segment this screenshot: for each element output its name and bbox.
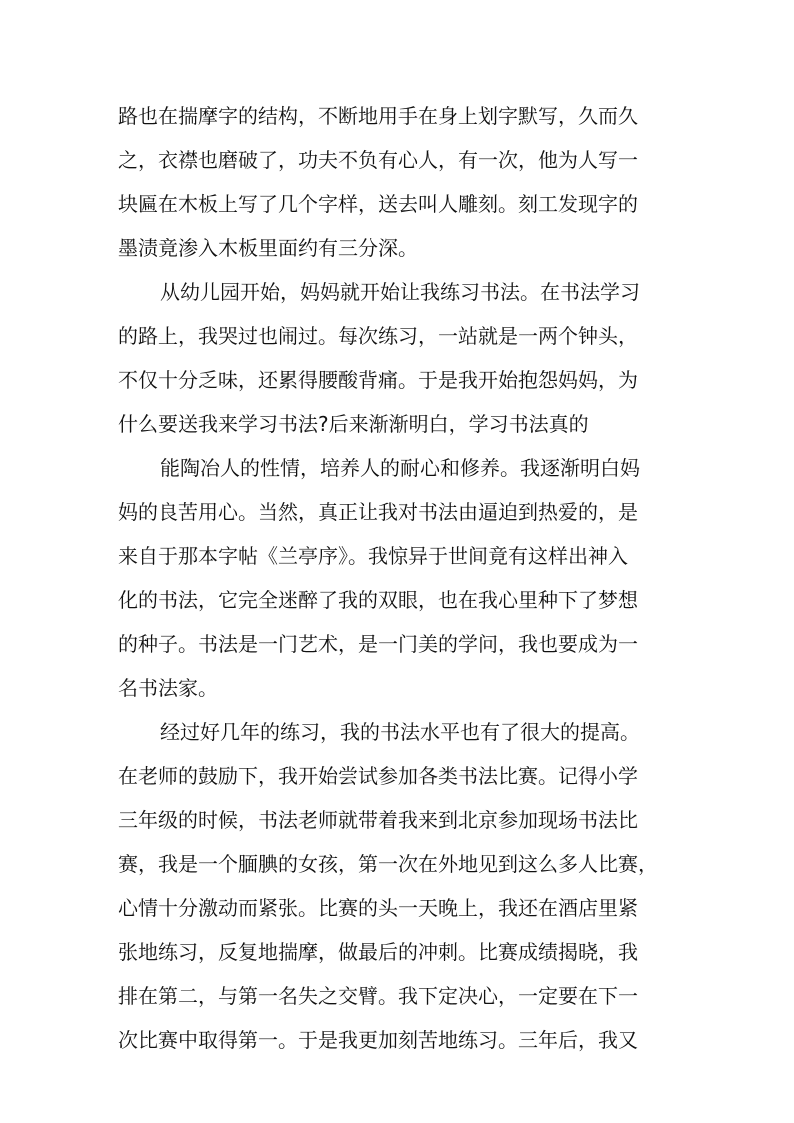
- text-line: 次比赛中取得第一。于是我更加刻苦地练习。三年后，我又: [118, 1028, 638, 1052]
- text-line: 赛，我是一个腼腆的女孩，第一次在外地见到这么多人比赛，: [118, 852, 658, 876]
- text-line: 排在第二，与第一名失之交臂。我下定决心，一定要在下一: [118, 984, 638, 1008]
- text-line: 在老师的鼓励下，我开始尝试参加各类书法比赛。记得小学: [118, 764, 638, 788]
- text-line: 妈的良苦用心。当然，真正让我对书法由逼迫到热爱的，是: [118, 500, 638, 524]
- text-line: 什么要送我来学习书法?后来渐渐明白，学习书法真的: [118, 412, 589, 436]
- paragraph-first-line: 从幼儿园开始，妈妈就开始让我练习书法。在书法学习: [160, 280, 640, 304]
- text-line: 的路上，我哭过也闹过。每次练习，一站就是一两个钟头，: [118, 324, 638, 348]
- paragraph-first-line: 能陶冶人的性情，培养人的耐心和修养。我逐渐明白妈: [160, 456, 640, 480]
- text-line: 心情十分激动而紧张。比赛的头一天晚上，我还在酒店里紧: [118, 896, 638, 920]
- text-line: 张地练习，反复地揣摩，做最后的冲刺。比赛成绩揭晓，我: [118, 940, 638, 964]
- text-line: 来自于那本字帖《兰亭序》。我惊异于世间竟有这样出神入: [118, 544, 628, 568]
- text-line: 路也在揣摩字的结构，不断地用手在身上划字默写，久而久: [118, 104, 638, 128]
- text-line: 化的书法，它完全迷醉了我的双眼，也在我心里种下了梦想: [118, 588, 638, 612]
- text-line: 墨渍竟渗入木板里面约有三分深。: [118, 236, 418, 260]
- text-line: 块匾在木板上写了几个字样，送去叫人雕刻。刻工发现字的: [118, 192, 638, 216]
- text-line: 的种子。书法是一门艺术，是一门美的学问，我也要成为一: [118, 632, 638, 656]
- text-line: 三年级的时候，书法老师就带着我来到北京参加现场书法比: [118, 808, 638, 832]
- paragraph-first-line: 经过好几年的练习，我的书法水平也有了很大的提高。: [160, 720, 640, 744]
- text-line: 名书法家。: [118, 676, 218, 700]
- text-line: 之，衣襟也磨破了，功夫不负有心人，有一次，他为人写一: [118, 148, 638, 172]
- text-line: 不仅十分乏味，还累得腰酸背痛。于是我开始抱怨妈妈，为: [118, 368, 638, 392]
